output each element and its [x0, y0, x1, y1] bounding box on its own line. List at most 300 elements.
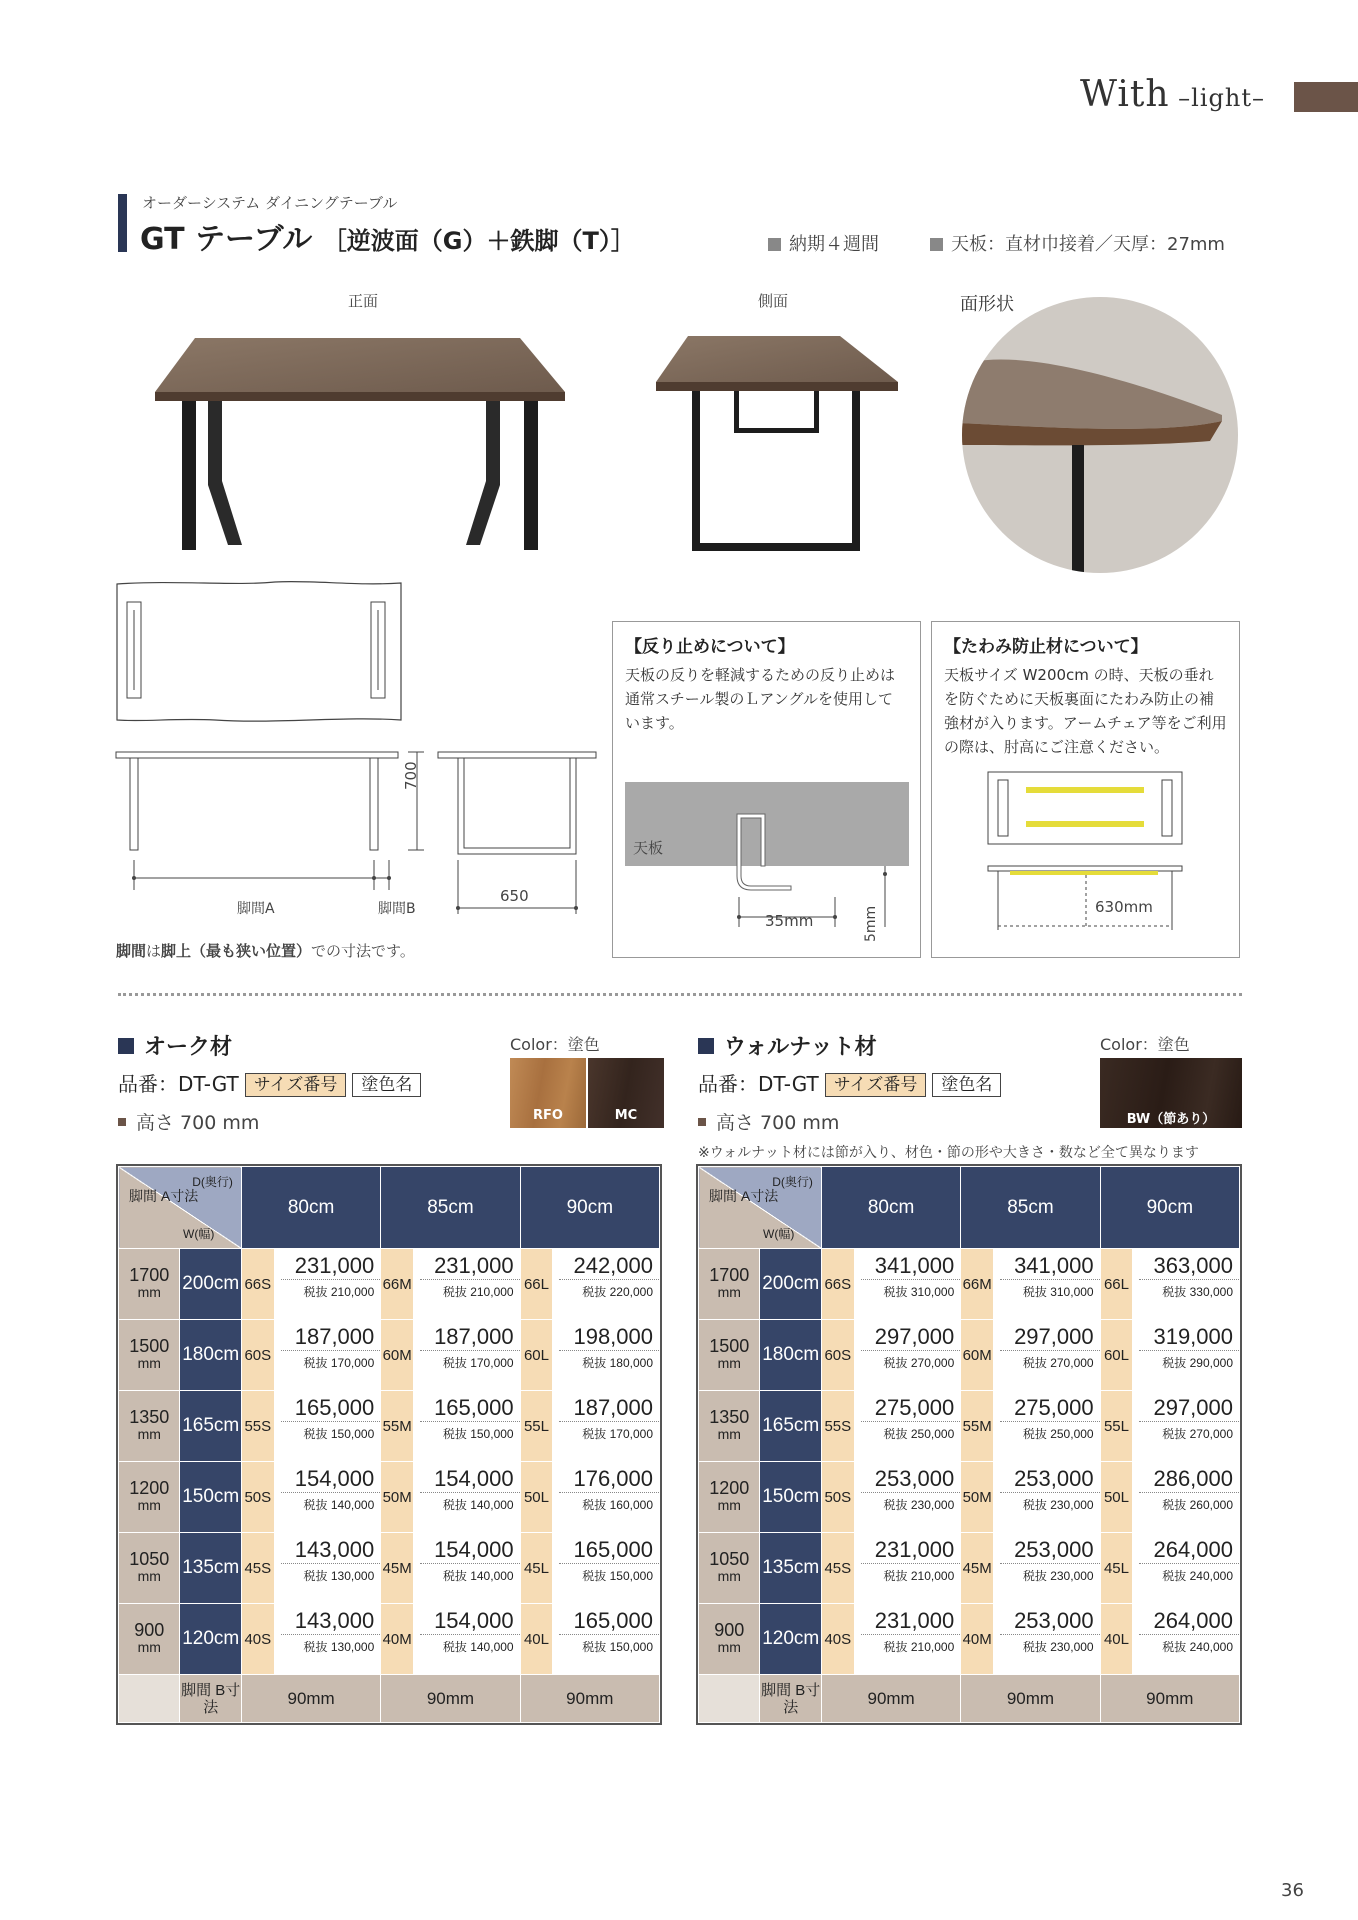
front-view-image: [150, 330, 570, 550]
price-cell: [274, 1391, 381, 1462]
price-incl-tax: 253,000: [1014, 1466, 1094, 1491]
size-code: 60S: [821, 1320, 854, 1391]
price-incl-tax: 242,000: [573, 1253, 653, 1278]
price-cell: [414, 1320, 521, 1391]
walnut-title-text: ウォルナット材: [724, 1035, 877, 1060]
spec-top: [930, 230, 1225, 256]
price-excl-tax: 税抜 240,000: [1139, 1634, 1239, 1655]
size-code: 55L: [520, 1391, 553, 1462]
price-cell: [553, 1462, 660, 1533]
a-dim-value: 1350: [709, 1407, 750, 1427]
dim-depth: 650: [500, 887, 529, 905]
price-excl-tax: 税抜 330,000: [1139, 1279, 1239, 1300]
price-incl-tax: 286,000: [1153, 1466, 1233, 1491]
column-header: 80cm: [241, 1167, 380, 1249]
leg-note-bold1: 脚間: [116, 942, 147, 960]
a-dim-unit: mm: [137, 1355, 161, 1371]
note-warp: [612, 621, 921, 958]
price-excl-tax: 税抜 170,000: [559, 1421, 659, 1442]
walnut-note: ※ウォルナット材には節が入り、材色・節の形や大きさ・数など全て異なります: [698, 1145, 1199, 1161]
oak-tag-paint: 塗色名: [352, 1073, 421, 1097]
a-dim-value: 900: [714, 1620, 745, 1640]
price-incl-tax: 363,000: [1153, 1253, 1233, 1278]
swatch-mc: MC: [588, 1058, 664, 1128]
column-header: 90cm: [1100, 1167, 1239, 1249]
price-incl-tax: 297,000: [874, 1324, 955, 1349]
walnut-tag-size: サイズ番号: [825, 1073, 927, 1097]
walnut-tag-paint: 塗色名: [932, 1073, 1001, 1097]
b-dim-value: 90mm: [241, 1675, 380, 1723]
table-row: [119, 1249, 660, 1320]
size-code: 55L: [1100, 1391, 1133, 1462]
price-excl-tax: 税抜 140,000: [420, 1563, 520, 1584]
title-bracket: ［逆波面（G）＋鉄脚（T）］: [322, 227, 635, 255]
oak-hinban: [118, 1068, 421, 1097]
price-cell: [1133, 1533, 1240, 1604]
width-cell: 120cm: [760, 1604, 821, 1675]
dim-leg-a: 脚間A: [237, 901, 275, 917]
spec-delivery: [768, 230, 879, 256]
price-excl-tax: 税抜 230,000: [861, 1492, 961, 1513]
price-excl-tax: 税抜 230,000: [1000, 1492, 1100, 1513]
a-dim-value: 1500: [129, 1336, 170, 1356]
price-cell: [1133, 1320, 1240, 1391]
swatch-bw: BW（節あり）: [1100, 1058, 1242, 1128]
size-code: 60M: [961, 1320, 994, 1391]
a-dim-unit: mm: [717, 1497, 741, 1513]
a-dim-cell: [699, 1462, 760, 1533]
a-dim-cell: [119, 1320, 180, 1391]
a-dim-value: 1500: [709, 1336, 750, 1356]
price-cell: [854, 1249, 961, 1320]
size-code: 50S: [241, 1462, 274, 1533]
price-cell: [414, 1249, 521, 1320]
oak-title-text: オーク材: [144, 1035, 233, 1060]
size-code: 66L: [520, 1249, 553, 1320]
price-excl-tax: 税抜 140,000: [420, 1492, 520, 1513]
price-cell: [994, 1320, 1101, 1391]
width-cell: 120cm: [180, 1604, 241, 1675]
price-incl-tax: 165,000: [294, 1395, 375, 1420]
price-cell: [553, 1533, 660, 1604]
a-dim-header: 脚間 A寸法: [709, 1188, 779, 1204]
depth-header: D(奥行): [772, 1175, 813, 1189]
price-cell: [854, 1604, 961, 1675]
a-dim-cell: [119, 1462, 180, 1533]
label-630mm: 630mm: [1095, 898, 1153, 916]
price-excl-tax: 税抜 290,000: [1139, 1350, 1239, 1371]
price-cell: [854, 1533, 961, 1604]
walnut-height-text: 高さ 700 mm: [716, 1112, 840, 1134]
size-code: 66L: [1100, 1249, 1133, 1320]
price-excl-tax: 税抜 310,000: [861, 1279, 961, 1300]
price-incl-tax: 253,000: [1014, 1608, 1094, 1633]
price-excl-tax: 税抜 230,000: [1000, 1634, 1100, 1655]
a-dim-cell: [119, 1533, 180, 1604]
size-code: 40S: [241, 1604, 274, 1675]
price-excl-tax: 税抜 170,000: [420, 1350, 520, 1371]
price-incl-tax: 187,000: [434, 1324, 514, 1349]
price-excl-tax: 税抜 310,000: [1000, 1279, 1100, 1300]
brand-bar: [1294, 82, 1358, 112]
price-cell: [274, 1533, 381, 1604]
price-incl-tax: 297,000: [1153, 1395, 1233, 1420]
price-cell: [414, 1533, 521, 1604]
a-dim-value: 1050: [129, 1549, 170, 1569]
price-incl-tax: 165,000: [573, 1608, 653, 1633]
a-dim-cell: [119, 1249, 180, 1320]
table-row: [119, 1462, 660, 1533]
table-row: [699, 1249, 1240, 1320]
width-cell: 165cm: [180, 1391, 241, 1462]
b-dim-label: 脚間 B寸法: [760, 1675, 821, 1723]
size-code: 40M: [381, 1604, 414, 1675]
price-incl-tax: 264,000: [1153, 1537, 1233, 1562]
price-cell: [553, 1320, 660, 1391]
label-5mm: 5mm: [863, 905, 879, 942]
b-dim-value: 90mm: [961, 1675, 1100, 1723]
table-row: [699, 1320, 1240, 1391]
a-dim-header: 脚間 A寸法: [129, 1188, 199, 1204]
price-incl-tax: 253,000: [1014, 1537, 1094, 1562]
price-excl-tax: 税抜 210,000: [861, 1563, 961, 1584]
price-cell: [854, 1391, 961, 1462]
size-code: 66M: [381, 1249, 414, 1320]
size-code: 66S: [241, 1249, 274, 1320]
price-excl-tax: 税抜 180,000: [559, 1350, 659, 1371]
sag-diagram: [986, 770, 1186, 940]
table-row: [699, 1391, 1240, 1462]
price-excl-tax: 税抜 160,000: [559, 1492, 659, 1513]
price-cell: [854, 1462, 961, 1533]
square-bullet-icon: [698, 1038, 714, 1054]
label-tenban: 天板: [633, 839, 664, 857]
column-header: 90cm: [520, 1167, 659, 1249]
size-code: 60M: [381, 1320, 414, 1391]
dim-height: 700: [402, 761, 420, 790]
a-dim-value: 1050: [709, 1549, 750, 1569]
walnut-color-label: Color：塗色: [1100, 1035, 1190, 1054]
price-excl-tax: 税抜 130,000: [281, 1634, 381, 1655]
size-code: 55M: [961, 1391, 994, 1462]
a-dim-cell: [119, 1604, 180, 1675]
size-code: 66M: [961, 1249, 994, 1320]
caption-side: 側面: [758, 292, 789, 310]
price-incl-tax: 297,000: [1014, 1324, 1094, 1349]
brand-name: With: [1080, 74, 1170, 115]
price-incl-tax: 319,000: [1153, 1324, 1233, 1349]
price-incl-tax: 253,000: [874, 1466, 955, 1491]
price-incl-tax: 154,000: [294, 1466, 375, 1491]
price-cell: [553, 1391, 660, 1462]
a-dim-unit: mm: [137, 1497, 161, 1513]
table-row: [699, 1533, 1240, 1604]
size-code: 50L: [1100, 1462, 1133, 1533]
footer-blank: [699, 1675, 760, 1723]
footer-blank: [119, 1675, 180, 1723]
price-cell: [553, 1604, 660, 1675]
width-cell: 180cm: [760, 1320, 821, 1391]
price-cell: [274, 1249, 381, 1320]
size-code: 40M: [961, 1604, 994, 1675]
column-header: 85cm: [381, 1167, 520, 1249]
price-incl-tax: 198,000: [573, 1324, 653, 1349]
price-cell: [994, 1462, 1101, 1533]
note-warp-title: 【反り止めについて】: [625, 637, 795, 657]
price-excl-tax: 税抜 210,000: [281, 1279, 381, 1300]
width-cell: 200cm: [760, 1249, 821, 1320]
leg-note-mid: は: [146, 942, 162, 960]
price-incl-tax: 154,000: [434, 1466, 514, 1491]
oak-hinban-text: 品番：DT-GT: [118, 1072, 239, 1096]
page-subtitle: オーダーシステム ダイニングテーブル: [142, 194, 398, 212]
size-code: 60L: [520, 1320, 553, 1391]
a-dim-cell: [699, 1391, 760, 1462]
b-dim-value: 90mm: [520, 1675, 659, 1723]
brand-sub: –light–: [1169, 84, 1265, 112]
price-excl-tax: 税抜 240,000: [1139, 1563, 1239, 1584]
size-code: 45L: [1100, 1533, 1133, 1604]
b-dim-value: 90mm: [381, 1675, 520, 1723]
price-excl-tax: 税抜 260,000: [1139, 1492, 1239, 1513]
price-incl-tax: 341,000: [1014, 1253, 1094, 1278]
price-incl-tax: 143,000: [294, 1608, 375, 1633]
size-code: 55S: [241, 1391, 274, 1462]
price-cell: [414, 1391, 521, 1462]
size-code: 45S: [821, 1533, 854, 1604]
a-dim-unit: mm: [137, 1284, 161, 1300]
price-excl-tax: 税抜 250,000: [861, 1421, 961, 1442]
dim-leg-b: 脚間B: [378, 901, 416, 917]
page-number: 36: [1281, 1880, 1304, 1901]
price-excl-tax: 税抜 150,000: [281, 1421, 381, 1442]
width-cell: 165cm: [760, 1391, 821, 1462]
depth-header: D(奥行): [192, 1175, 233, 1189]
page-title: [140, 214, 635, 258]
square-bullet-icon: [768, 238, 781, 251]
price-excl-tax: 税抜 210,000: [861, 1634, 961, 1655]
price-cell: [553, 1249, 660, 1320]
oak-height: [118, 1108, 259, 1135]
price-cell: [274, 1320, 381, 1391]
price-excl-tax: 税抜 140,000: [281, 1492, 381, 1513]
walnut-hinban: [698, 1068, 1001, 1097]
square-bullet-icon: [930, 238, 943, 251]
a-dim-cell: [699, 1320, 760, 1391]
price-excl-tax: 税抜 220,000: [559, 1279, 659, 1300]
table-row: [119, 1391, 660, 1462]
price-incl-tax: 154,000: [434, 1537, 514, 1562]
price-excl-tax: 税抜 210,000: [420, 1279, 520, 1300]
price-excl-tax: 税抜 150,000: [559, 1634, 659, 1655]
square-bullet-icon: [118, 1118, 126, 1126]
walnut-height: [698, 1108, 839, 1135]
size-code: 60S: [241, 1320, 274, 1391]
swatch-rfo: RFO: [510, 1058, 586, 1128]
b-dim-value: 90mm: [821, 1675, 960, 1723]
header-corner: [119, 1167, 242, 1249]
price-cell: [1133, 1462, 1240, 1533]
edge-profile-image: [960, 295, 1240, 575]
price-incl-tax: 231,000: [874, 1608, 955, 1633]
width-cell: 150cm: [760, 1462, 821, 1533]
note-warp-body: 天板の反りを軽減するための反り止めは通常スチール製のＬアングルを使用しています。: [625, 666, 896, 732]
leg-note-end: での寸法です。: [311, 942, 415, 960]
price-incl-tax: 176,000: [573, 1466, 653, 1491]
table-row: [699, 1604, 1240, 1675]
price-cell: [994, 1533, 1101, 1604]
b-dim-label: 脚間 B寸法: [180, 1675, 241, 1723]
width-cell: 180cm: [180, 1320, 241, 1391]
size-code: 45L: [520, 1533, 553, 1604]
size-code: 50M: [961, 1462, 994, 1533]
price-excl-tax: 税抜 140,000: [420, 1634, 520, 1655]
price-incl-tax: 275,000: [1014, 1395, 1094, 1420]
spec-top-text: 天板：直材巾接着／天厚：27mm: [951, 234, 1225, 255]
size-code: 50L: [520, 1462, 553, 1533]
a-dim-cell: [699, 1533, 760, 1604]
header-corner: [699, 1167, 822, 1249]
table-row: [119, 1320, 660, 1391]
size-code: 45M: [381, 1533, 414, 1604]
square-bullet-icon: [698, 1118, 706, 1126]
price-incl-tax: 341,000: [874, 1253, 955, 1278]
a-dim-value: 1700: [129, 1265, 170, 1285]
price-incl-tax: 231,000: [294, 1253, 375, 1278]
table-row: [119, 1533, 660, 1604]
b-dim-value: 90mm: [1100, 1675, 1239, 1723]
price-excl-tax: 税抜 270,000: [1139, 1421, 1239, 1442]
size-code: 66S: [821, 1249, 854, 1320]
price-incl-tax: 275,000: [874, 1395, 955, 1420]
note-sag-body: 天板サイズ W200cm の時、天板の垂れを防ぐために天板裏面にたわみ防止の補強材が入ります。アームチェア等をご利用の際は、肘高にご注意ください。: [944, 666, 1227, 756]
size-code: 55M: [381, 1391, 414, 1462]
price-incl-tax: 264,000: [1153, 1608, 1233, 1633]
a-dim-value: 1200: [129, 1478, 170, 1498]
a-dim-value: 1700: [709, 1265, 750, 1285]
column-header: 80cm: [821, 1167, 960, 1249]
price-cell: [274, 1462, 381, 1533]
width-cell: 135cm: [760, 1533, 821, 1604]
price-excl-tax: 税抜 270,000: [1000, 1350, 1100, 1371]
price-excl-tax: 税抜 230,000: [1000, 1563, 1100, 1584]
caption-edge: 面形状: [960, 294, 1014, 315]
spec-delivery-text: 納期４週間: [789, 234, 879, 255]
price-excl-tax: 税抜 270,000: [861, 1350, 961, 1371]
price-cell: [1133, 1249, 1240, 1320]
size-code: 60L: [1100, 1320, 1133, 1391]
oak-title: [118, 1030, 232, 1061]
size-code: 50S: [821, 1462, 854, 1533]
a-dim-unit: mm: [717, 1284, 741, 1300]
price-cell: [994, 1604, 1101, 1675]
square-bullet-icon: [118, 1038, 134, 1054]
title-accent-bar: [118, 194, 127, 252]
a-dim-value: 1350: [129, 1407, 170, 1427]
price-excl-tax: 税抜 150,000: [420, 1421, 520, 1442]
price-excl-tax: 税抜 250,000: [1000, 1421, 1100, 1442]
a-dim-cell: [119, 1391, 180, 1462]
brand-logo: [1080, 74, 1265, 115]
a-dim-unit: mm: [137, 1426, 161, 1442]
price-cell: [414, 1462, 521, 1533]
walnut-hinban-text: 品番：DT-GT: [698, 1072, 819, 1096]
width-cell: 150cm: [180, 1462, 241, 1533]
oak-color-label: Color：塗色: [510, 1035, 600, 1054]
a-dim-cell: [699, 1249, 760, 1320]
a-dim-unit: mm: [717, 1426, 741, 1442]
leg-note: [116, 940, 415, 961]
a-dim-value: 900: [134, 1620, 165, 1640]
price-excl-tax: 税抜 130,000: [281, 1563, 381, 1584]
a-dim-unit: mm: [717, 1568, 741, 1584]
price-incl-tax: 187,000: [573, 1395, 653, 1420]
caption-front: 正面: [348, 292, 379, 310]
width-cell: 135cm: [180, 1533, 241, 1604]
a-dim-unit: mm: [137, 1568, 161, 1584]
price-cell: [1133, 1604, 1240, 1675]
table-row: [119, 1604, 660, 1675]
label-35mm: 35mm: [765, 912, 814, 930]
column-header: 85cm: [961, 1167, 1100, 1249]
price-excl-tax: 税抜 170,000: [281, 1350, 381, 1371]
price-cell: [854, 1320, 961, 1391]
title-main: GT テーブル: [140, 222, 313, 257]
size-code: 50M: [381, 1462, 414, 1533]
a-dim-value: 1200: [709, 1478, 750, 1498]
size-code: 40S: [821, 1604, 854, 1675]
size-code: 40L: [520, 1604, 553, 1675]
price-incl-tax: 165,000: [573, 1537, 653, 1562]
size-code: 45S: [241, 1533, 274, 1604]
price-cell: [994, 1391, 1101, 1462]
a-dim-unit: mm: [717, 1639, 741, 1655]
oak-tag-size: サイズ番号: [245, 1073, 347, 1097]
price-cell: [274, 1604, 381, 1675]
price-incl-tax: 165,000: [434, 1395, 514, 1420]
size-code: 45M: [961, 1533, 994, 1604]
price-cell: [994, 1249, 1101, 1320]
price-incl-tax: 187,000: [294, 1324, 375, 1349]
a-dim-unit: mm: [137, 1639, 161, 1655]
note-sag: [931, 621, 1240, 958]
oak-height-text: 高さ 700 mm: [136, 1112, 260, 1134]
price-cell: [414, 1604, 521, 1675]
section-divider: [118, 993, 1242, 996]
walnut-price-table: [698, 1166, 1240, 1723]
a-dim-cell: [699, 1604, 760, 1675]
width-cell: 200cm: [180, 1249, 241, 1320]
oak-price-table: [118, 1166, 660, 1723]
table-row: [699, 1462, 1240, 1533]
size-code: 40L: [1100, 1604, 1133, 1675]
price-incl-tax: 231,000: [434, 1253, 514, 1278]
price-cell: [1133, 1391, 1240, 1462]
price-excl-tax: 税抜 150,000: [559, 1563, 659, 1584]
a-dim-unit: mm: [717, 1355, 741, 1371]
leg-note-bold2: 脚上（最も狭い位置）: [161, 942, 312, 960]
side-view-image: [650, 330, 900, 560]
walnut-title: [698, 1030, 877, 1061]
price-incl-tax: 154,000: [434, 1608, 514, 1633]
plan-drawing: [115, 580, 415, 730]
price-incl-tax: 143,000: [294, 1537, 375, 1562]
price-incl-tax: 231,000: [874, 1537, 955, 1562]
front-elevation-drawing: [112, 742, 432, 902]
note-sag-title: 【たわみ防止材について】: [944, 637, 1148, 657]
width-header: W(幅): [763, 1227, 795, 1241]
width-header: W(幅): [183, 1227, 215, 1241]
